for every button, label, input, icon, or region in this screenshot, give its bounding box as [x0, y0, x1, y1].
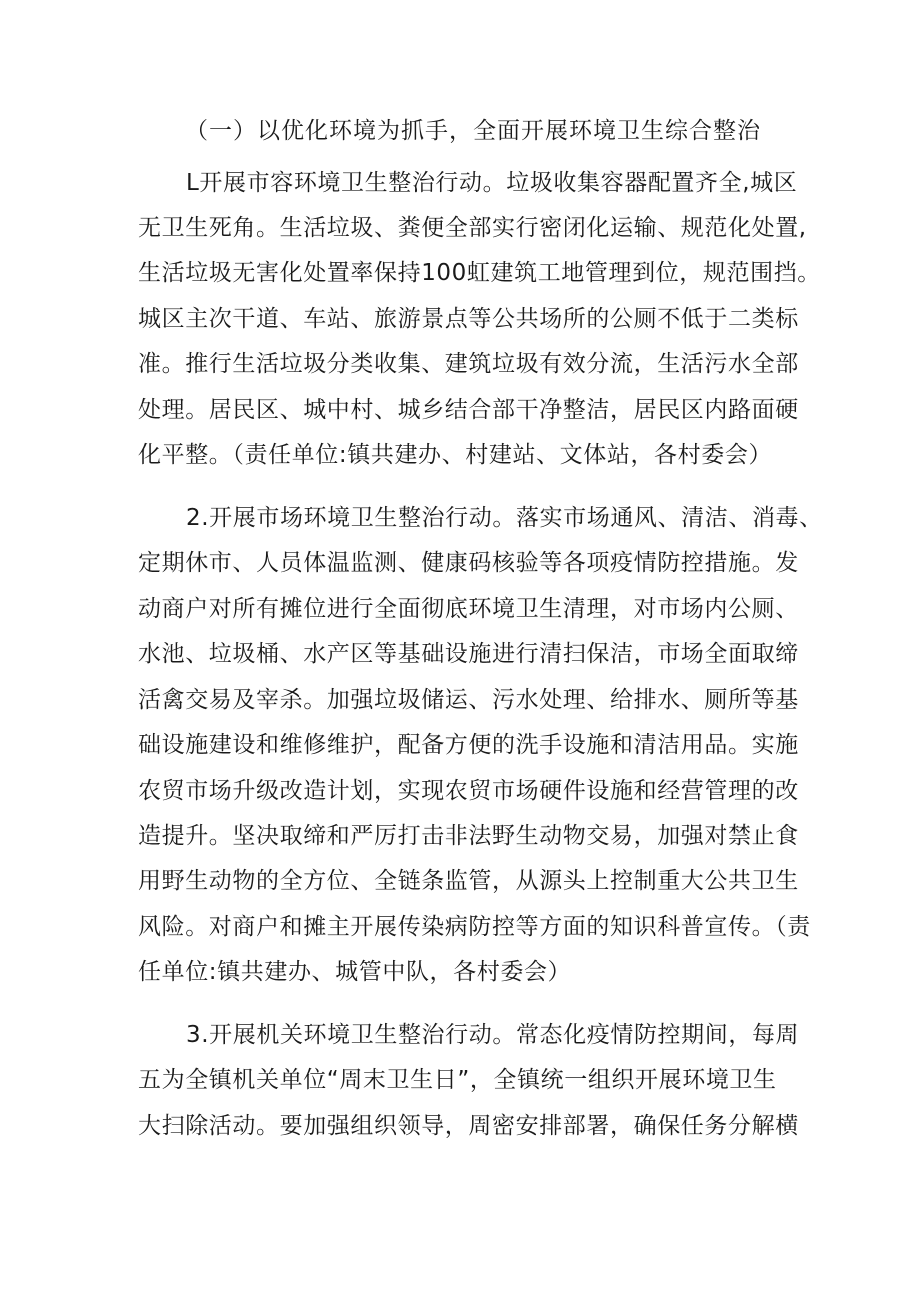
- paragraph-3-line-3: 大扫除活动。要加强组织领导，周密安排部署，确保任务分解横: [138, 1113, 799, 1139]
- paragraph-1-line-6: 处理。居民区、城中村、城乡结合部干净整洁，居民区内路面硬: [138, 397, 799, 423]
- paragraph-2-line-3: 动商户对所有摊位进行全面彻底环境卫生清理，对市场内公厕、: [138, 596, 799, 622]
- paragraph-2-line-6: 础设施建设和维修维护，配备方便的洗手设施和清洁用品。实施: [138, 732, 799, 758]
- section-heading: （一）以优化环境为抓手，全面开展环境卫生综合整治: [185, 118, 761, 144]
- paragraph-2-line-11: 任单位:镇共建办、城管中队，各村委会）: [138, 959, 572, 985]
- paragraph-1-line-3: 生活垃圾无害化处置率保持100虹建筑工地管理到位，规范围挡。: [138, 260, 821, 286]
- paragraph-1-line-5: 准。推行生活垃圾分类收集、建筑垃圾有效分流，生活污水全部: [138, 351, 799, 377]
- paragraph-1-line-1: L开展市容环境卫生整治行动。垃圾收集容器配置齐全,城区: [186, 170, 798, 196]
- paragraph-2-line-10: 风险。对商户和摊主开展传染病防控等方面的知识科普宣传。（责: [138, 914, 811, 940]
- paragraph-1-line-2: 无卫生死角。生活垃圾、粪便全部实行密闭化运输、规范化处置,: [138, 215, 807, 241]
- paragraph-2-line-1: 2.开展市场环境卫生整治行动。落实市场通风、清洁、消毒、: [186, 505, 823, 531]
- paragraph-2-line-9: 用野生动物的全方位、全链条监管，从源头上控制重大公共卫生: [138, 868, 799, 894]
- paragraph-2-line-2: 定期休市、人员体温监测、健康码核验等各项疫情防控措施。发: [138, 550, 799, 576]
- paragraph-1-line-4: 城区主次干道、车站、旅游景点等公共场所的公厕不低于二类标: [138, 306, 799, 332]
- paragraph-3-line-1: 3.开展机关环境卫生整治行动。常态化疫情防控期间，每周: [186, 1022, 800, 1048]
- paragraph-2-line-5: 活禽交易及宰杀。加强垃圾储运、污水处理、给排水、厕所等基: [138, 687, 799, 713]
- paragraph-2-line-4: 水池、垃圾桶、水产区等基础设施进行清扫保洁，市场全面取缔: [138, 641, 799, 667]
- paragraph-2-line-8: 造提升。坚决取缔和严厉打击非法野生动物交易，加强对禁止食: [138, 823, 799, 849]
- paragraph-1-line-7: 化平整。（责任单位:镇共建办、村建站、文体站，各村委会）: [138, 442, 773, 468]
- paragraph-2-line-7: 农贸市场升级改造计划，实现农贸市场硬件设施和经营管理的改: [138, 778, 799, 804]
- paragraph-3-line-2: 五为全镇机关单位“周末卫生日”，全镇统一组织开展环境卫生: [138, 1067, 777, 1093]
